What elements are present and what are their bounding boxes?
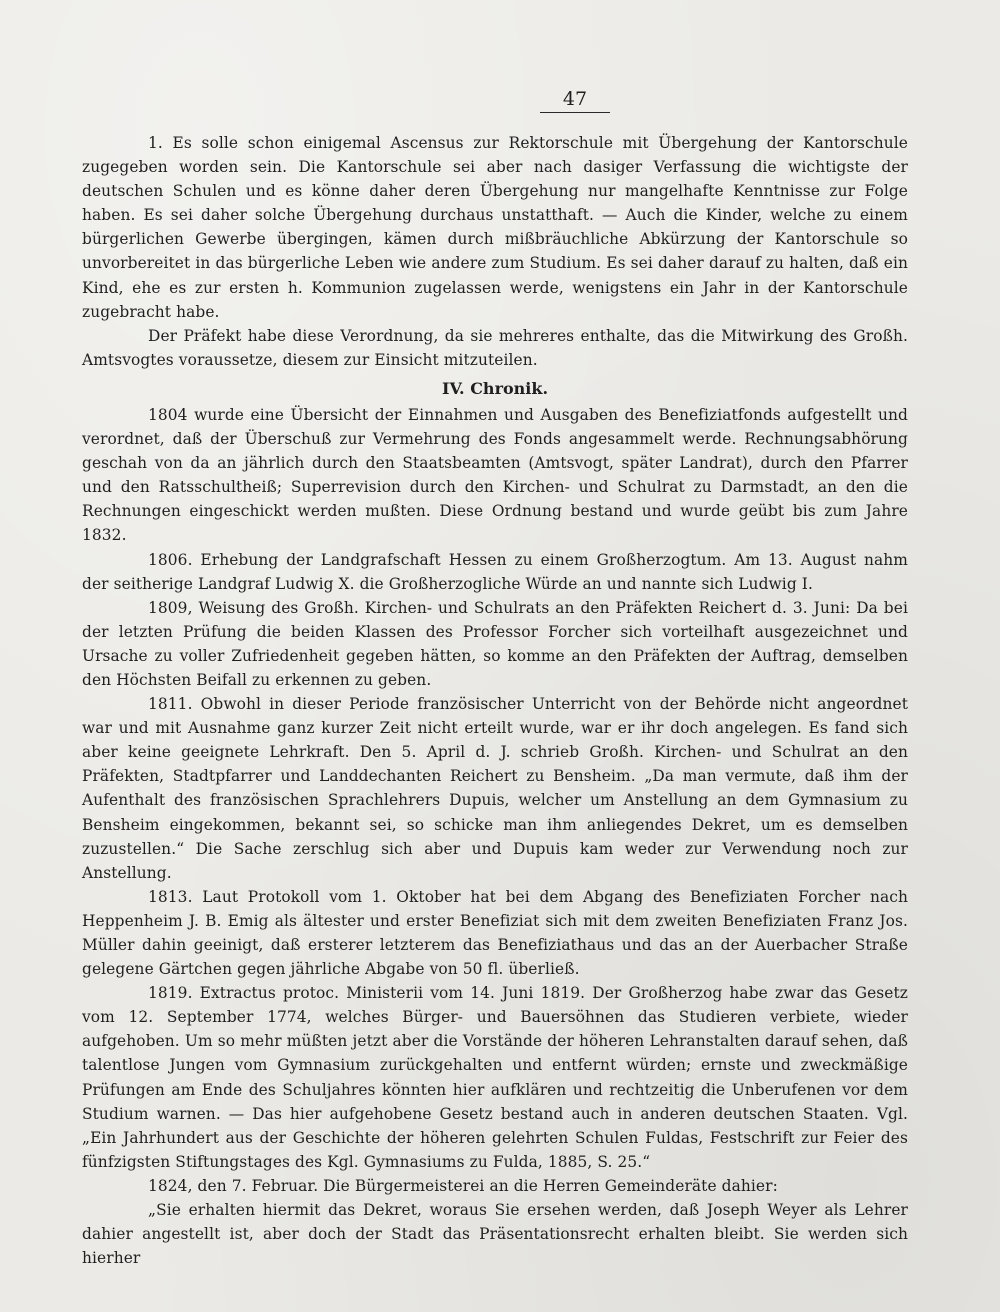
paragraph-ascensus: 1. Es solle schon einigemal Ascensus zur Rektorschule mit Übergehung der Kantorschule zugegeben worden sein. Die Kantorschule sei aber nach dasiger Verfassung die wichtigste der deutschen Schulen und es könne daher deren Übergehung nur mangelhafte Kenntnisse zur Folge haben. Es sei daher solche Übergehung durchaus unstatthaft. — Auch die Kinder, welche zu einem bürgerlichen Gewerbe übergingen, kämen durch mißbräuchliche Abkürzung der Kantorschule so unvorbereitet in das bürgerliche Leben wie andere zum Studium. Es sei daher darauf zu halten, daß ein Kind, ehe es zur ersten h. Kommunion zugelassen werde, wenigstens ein Jahr in der Kantorschule zugebracht habe. [82,134,908,321]
paragraph-1813: 1813. Laut Protokoll vom 1. Oktober hat bei dem Abgang des Benefiziaten Forcher nach Heppenheim J. B. Emig als ältester und erster Benefiziat sich mit dem zweiten Benefiziaten Franz Jos. Müller dahin geeinigt, daß ersterer letzterem das Benefiziathaus und das an der Auerbacher Straße gelegene Gärtchen gegen jährliche Abgabe von 50 fl. überließ. [82,887,908,979]
paragraph-1811: 1811. Obwohl in dieser Periode französischer Unterricht von der Behörde nicht angeordnet war und mit Ausnahme ganz kurzer Zeit nicht erteilt wurde, war er ihr doch angelegen. Es fand sich aber keine geeignete Lehrkraft. Den 5. April d. J. schrieb Großh. Kirchen- und Schulrat an den Präfekten, Stadtpfarrer und Landdechanten Reichert zu Bensheim. „Da man vermute, daß ihm der Aufenthalt des französischen Sprachlehrers Dupuis, welcher um Anstellung an dem Gymnasium zu Bensheim eingekommen, bekannt sei, so schicke man ihm anliegendes Dekret, um es demselben zuzustellen.“ Die Sache zerschlug sich aber und Dupuis kam weder zur Verwendung noch zur Anstellung. [82,695,908,882]
paragraph-1819: 1819. Extractus protoc. Ministerii vom 14. Juni 1819. Der Großherzog habe zwar das Gesetz vom 12. September 1774, welches Bürger- und Bauersöhnen das Studieren verbiete, wieder aufgehoben. Um so mehr müßten jetzt aber die Vorstände der höheren Lehranstalten darauf sehen, daß talentlose Jungen vom Gymnasium zurückgehalten und entfernt würden; ernste und zweckmäßige Prüfungen am Ende des Schuljahres könnten hier aufklären und rechtzeitig die Unberufenen vor dem Studium warnen. — Das hier aufgehobene Gesetz bestand auch in anderen deutschen Staaten. Vgl. „Ein Jahrhundert aus der Geschichte der höheren gelehrten Schulen Fuldas, Festschrift zur Feier des fünfzigsten Stiftungstages des Kgl. Gymnasiums zu Fulda, 1885, S. 25.“ [82,984,908,1171]
paragraph-praefekt: Der Präfekt habe diese Verordnung, da sie mehreres enthalte, das die Mitwirkung des Großh. Amtsvogtes voraussetze, diesem zur Einsicht mitzuteilen. [82,326,908,369]
paragraph-1809: 1809, Weisung des Großh. Kirchen- und Schulrats an den Präfekten Reichert d. 3. Juni: Da bei der letzten Prüfung die beiden Klassen des Professor Forcher sich vorteilhaft ausgezeichnet und Ursache zu voller Zufriedenheit gegeben hätten, so komme an den Präfekten der Auftrag, demselben den Höchsten Beifall zu erkennen zu geben. [82,598,908,689]
page-number: 47 [540,88,610,113]
paragraph-1824: 1824, den 7. Februar. Die Bürgermeisterei an die Herren Gemeinderäte dahier: [148,1176,778,1195]
paragraph-1806: 1806. Erhebung der Landgrafschaft Hessen zu einem Großherzogtum. Am 13. August nahm der seitherige Landgraf Ludwig X. die Großherzogliche Würde an und nannte sich Ludwig I. [82,550,908,593]
paragraph-1804: 1804 wurde eine Übersicht der Einnahmen und Ausgaben des Benefiziatfonds aufgestellt und verordnet, daß der Überschuß zur Vermehrung des Fonds angesammelt werde. Rechnungsabhörung geschah von da an jährlich durch den Staatsbeamten (Amtsvogt, später Landrat), durch den Pfarrer und den Ratsschultheiß; Superrevision durch den Kirchen- und Schulrat zu Darmstadt, an den die Rechnungen eingeschickt werden mußten. Diese Ordnung bestand und wurde geübt bis zum Jahre 1832. [82,405,908,545]
section-heading-chronik: IV. Chronik. [441,378,549,398]
paragraph-quote-dekret: „Sie erhalten hiermit das Dekret, woraus Sie ersehen werden, daß Joseph Weyer als Lehrer dahier angestellt ist, aber doch der Stadt das Präsentationsrecht erhalten bleibt. Sie werden sich hierher [82,1201,908,1268]
